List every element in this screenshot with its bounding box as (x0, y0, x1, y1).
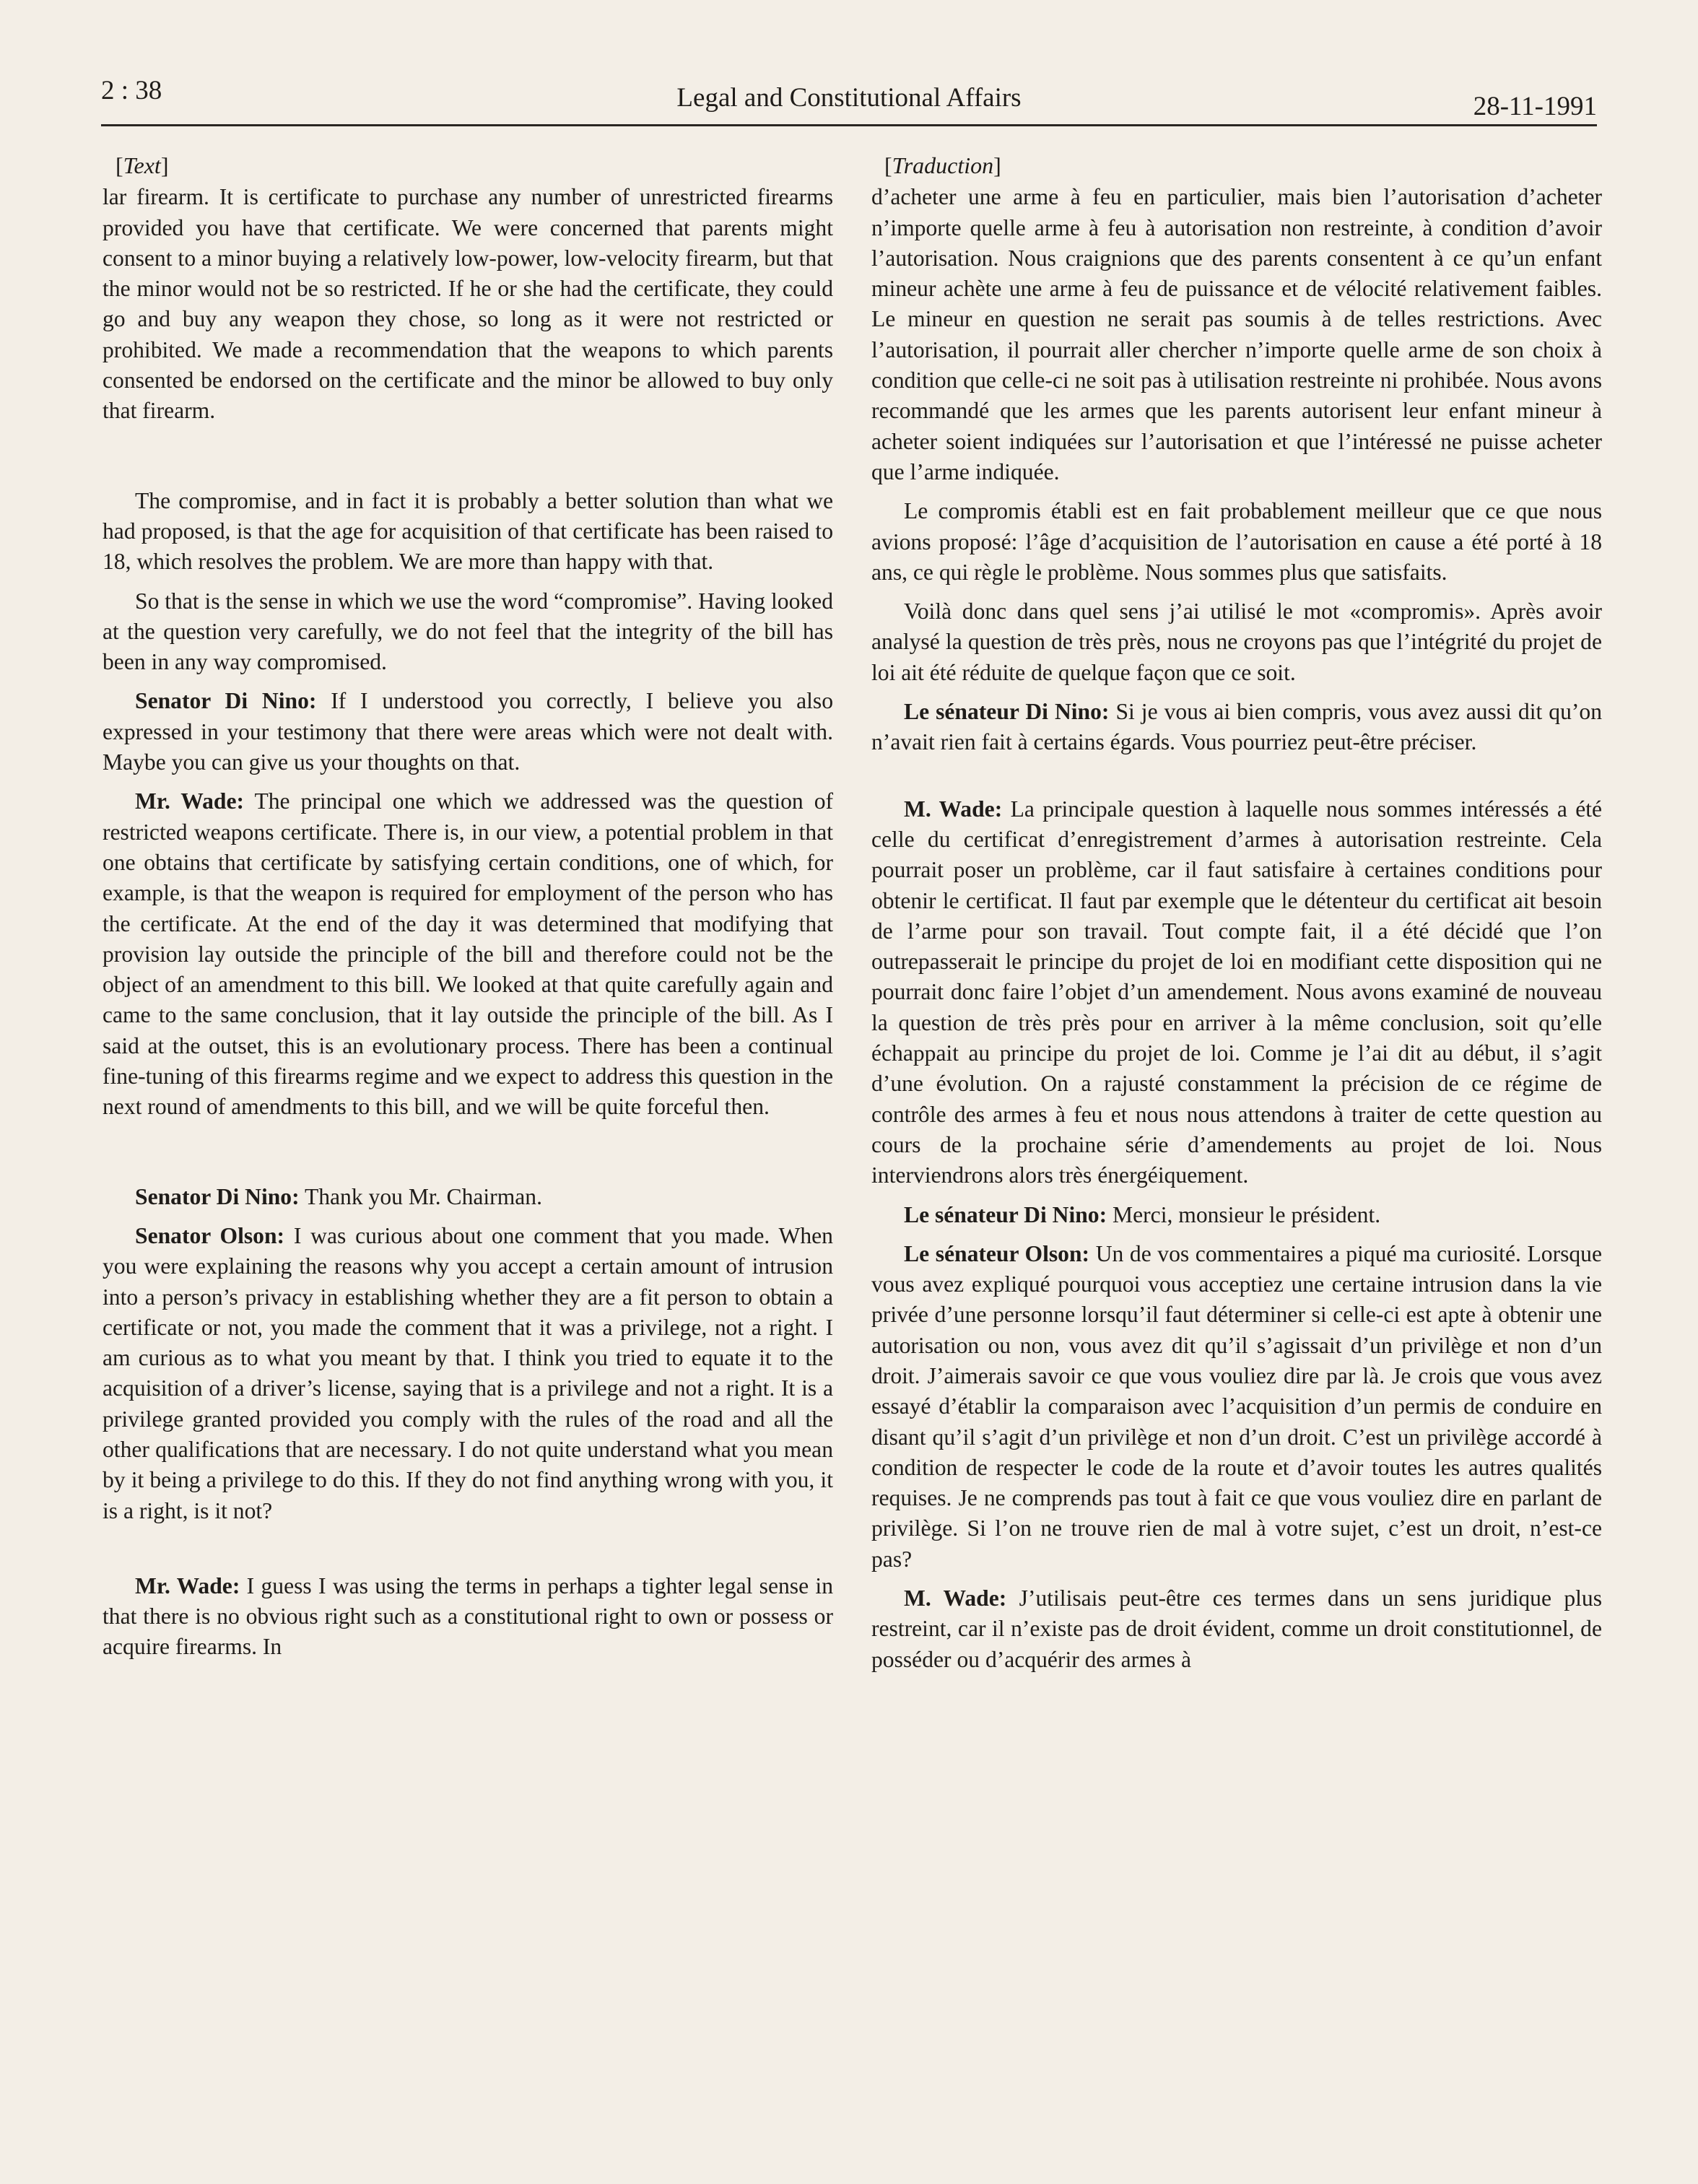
paragraph: lar firearm. It is certificate to purchase any number of unrestricted firearms provided you have that certificate. We were concerned that parents might consent to a minor buying a relatively low-power, low-velocity firearm, but that the minor would not be so restricted. If he or she had the certificate, they could go and buy any weapon they chose, so long as it were not restricted or prohibited. We made a recommendation that the weapons to which parents consented be endorsed on the certificate and the minor be allowed to buy only that firearm. (103, 184, 833, 424)
paragraph: Le compromis établi est en fait probablement meilleur que ce que nous avions proposé: l’âge d’acquisition de l’autorisation en cause a été porté à 18 ans, ce qui règle le problème. Nous sommes plus que satisfaits. (871, 498, 1602, 585)
paragraph: Mr. Wade: I guess I was using the terms in perhaps a tighter legal sense in that there is no obvious right such as a constitutional right to own or possess or acquire firearms. In (103, 1572, 833, 1660)
speaker-name: Mr. Wade: (135, 1572, 240, 1598)
english-column (103, 143, 833, 1671)
paragraph: M. Wade: J’utilisais peut-être ces termes dans un sens juridique plus restreint, car il n’existe pas de droit évident, comme un droit constitutionnel, de posséder ou d’acquérir des armes à (871, 1585, 1602, 1672)
paragraph: Voilà donc dans quel sens j’ai utilisé le mot «compromis». Après avoir analysé la question de très près, nous ne croyons pas que l’intégrité du projet de loi ait été réduite de quelque façon que ce soit. (871, 599, 1602, 685)
paragraph: Le sénateur Di Nino: Si je vous ai bien compris, vous avez aussi dit qu’on n’avait rien fait à certains égards. Vous pourriez peut-être préciser. (871, 699, 1602, 755)
paragraph: Senator Olson: I was curious about one comment that you made. When you were explaining the reasons why you accept a certain amount of intrusion into a person’s privacy in establishing whether they are a fit person to obtain a certificate or not, you made the comment that it was a privilege, not a right. I am curious as to what you meant by that. I think you tried to equate it to the acquisition of a driver’s license, saying that is a privilege and not a right. It is a privilege granted provided you comply with the rules of the road and all the other qualifications that are necessary. I do not quite understand what you mean by it being a privilege to do this. If they do not find anything wrong with you, it is a right, is it not? (103, 1222, 833, 1523)
paragraph: Senator Di Nino: If I understood you correctly, I believe you also expressed in your testimony that there were areas which were not dealt with. Maybe you can give us your thoughts on that. (103, 688, 833, 775)
speaker-name: Le sénateur Di Nino: (904, 699, 1110, 725)
speaker-name: M. Wade: (904, 796, 1003, 822)
paragraph: d’acheter une arme à feu en particulier, mais bien l’autorisation d’acheter n’importe quelle arme à feu à autorisation non restreinte, à condition d’avoir l’autorisation. Nous craignions que des parents consentent à ce qu’un enfant mineur achète une arme à feu de puissance et de vélocité relativement faibles. Le mineur en question ne serait pas soumis à de telles restrictions. Avec l’autorisation, il pourrait aller chercher n’importe quelle arme de son choix à condition que celle-ci ne soit pas à utilisation restreinte ni prohibée. Nous avons recommandé que les armes que les parents autorisent leur enfant mineur à acheter soient indiquées sur l’autorisation et que l’intéressé ne puisse acheter que l’arme indiquée. (871, 184, 1602, 484)
language-label: [Traduction] (884, 152, 1001, 178)
speaker-name: Le sénateur Di Nino: (904, 1201, 1107, 1227)
speaker-name: Senator Di Nino: (135, 688, 317, 714)
paragraph: So that is the sense in which we use the word “compromise”. Having looked at the question very carefully, we do not feel that the integrity of the bill has been in any way compromised. (103, 588, 833, 675)
speaker-name: Le sénateur Olson: (904, 1240, 1090, 1266)
speaker-name: Mr. Wade: (135, 788, 245, 814)
publication-title: Legal and Constitutional Affairs (676, 83, 1022, 113)
paragraph: Senator Di Nino: Thank you Mr. Chairman. (135, 1183, 542, 1209)
paragraph: Mr. Wade: The principal one which we addressed was the question of restricted weapons certificate. There is, in our view, a potential problem in that one obtains that certificate by satisfying certain conditions, one of which, for example, is that the weapon is required for employment of the person who has the certificate. At the end of the day it was determined that modifying that provision lay outside the principle of the bill and therefore could not be the object of an amendment to this bill. We looked at that quite carefully again and came to the same conclusion, that it lay outside the principle of the bill. As I said at the outset, this is an evolutionary process. There has been a continual fine-tuning of this firearms regime and we expect to address this question in the next round of amendments to this bill, and we will be quite forceful then. (103, 788, 834, 1120)
paragraph: The compromise, and in fact it is probably a better solution than what we had proposed, is that the age for acquisition of that certificate has been raised to 18, which resolves the problem. We are more than happy with that. (103, 487, 833, 575)
paragraph: Le sénateur Olson: Un de vos commentaires a piqué ma curiosité. Lorsque vous avez expliqué pourquoi vous acceptiez une certaine intrusion dans la vie privée d’une personne lorsqu’il faut déterminer si celle-ci est apte à obtenir une autorisation ou non, vous avez dit qu’il s’agissait d’un privilège et non d’un droit. J’aimerais savoir ce que vous vouliez dire par là. Je crois que vous avez essayé d’établir la comparaison avec l’acquisition d’un permis de conduire en disant qu’il s’agit d’un privilège et non d’un droit. C’est un privilège accordé à condition de respecter le code de la route et d’avoir toutes les autres qualités requises. Je ne comprends pas tout à fait ce que vous vouliez dire en parlant de privilège. Si l’on ne trouve rien de mal à votre sujet, c’est un droit, n’est-ce pas? (871, 1240, 1602, 1572)
page-date: 28-11-1991 (1473, 92, 1597, 121)
speaker-name: Senator Di Nino: (135, 1183, 300, 1209)
paragraph: Le sénateur Di Nino: Merci, monsieur le président. (904, 1201, 1381, 1227)
paragraph: M. Wade: La principale question à laquelle nous sommes intéressés a été celle du certificat d’enregistrement d’armes à autorisation restreinte. Cela pourrait poser un problème, car il faut satisfaire à certaines conditions pour obtenir le certificat. Il faut par exemple que le détenteur du certificat ait besoin de l’arme pour son travail. Tout compte fait, il a été décidé que l’on outrepasserait le principe du projet de loi en modifiant cette disposition qui ne pourrait donc faire l’objet d’un amendement. Nous avons examiné de nouveau la question de très près pour en arriver à la même conclusion, soit qu’elle échappait au principe du projet de loi. Comme je l’ai dit au début, il s’agit d’une évolution. On a rajusté constamment la précision de ce régime de contrôle des armes à feu et nous nous attendons à traiter de cette question au cours de la prochaine série d’amendements au projet de loi. Nous interviendrons alors très énergéiquement. (871, 796, 1603, 1188)
speaker-name: Senator Olson: (135, 1222, 285, 1248)
french-column (871, 143, 1602, 1684)
page-number: 2 : 38 (101, 76, 162, 105)
language-label: [Text] (116, 152, 169, 178)
page-header (101, 66, 1597, 126)
speaker-name: M. Wade: (904, 1585, 1007, 1611)
